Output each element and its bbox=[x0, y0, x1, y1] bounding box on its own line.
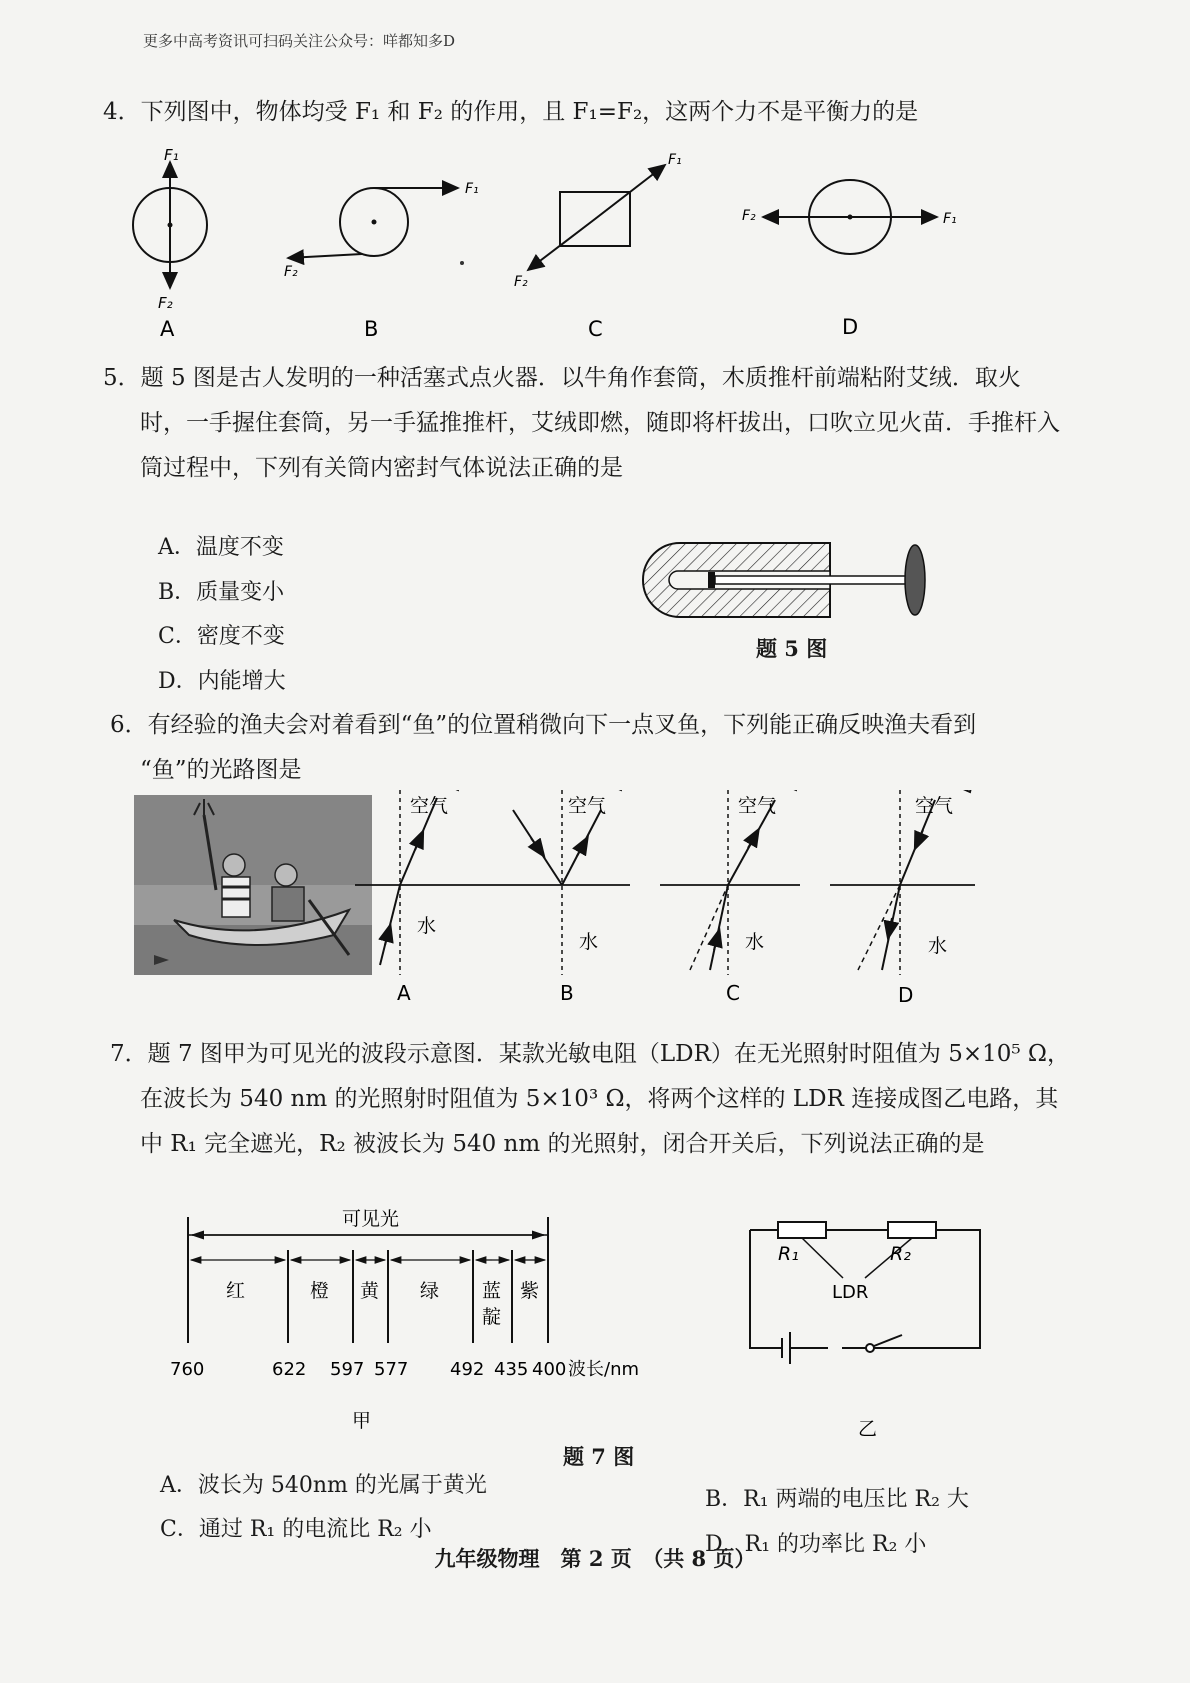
q6-choice-d: D bbox=[898, 983, 914, 1005]
q7-option-c: C．通过 R₁ 的电流比 R₂ 小 bbox=[160, 1517, 432, 1542]
spectrum-sub-label: 甲 bbox=[352, 1410, 372, 1430]
q5-fire-piston-figure bbox=[630, 535, 950, 635]
q7-stem-line3: 中 R₁ 完全遮光，R₂ 被波长为 540 nm 的光照射，闭合开关后，下列说法正确的是 bbox=[140, 1131, 985, 1157]
q5-stem-line1: 5．题 5 图是古人发明的一种活塞式点火器．以牛角作套筒，木质推杆前端粘附艾绒．取火 bbox=[103, 365, 1021, 391]
q6-choice-c: C bbox=[726, 981, 740, 1005]
q6b-air-label: 空气 bbox=[568, 795, 607, 817]
q4-figure-b bbox=[284, 181, 479, 341]
q4-figures bbox=[100, 140, 1020, 350]
q5-stem-line2: 时，一手握住套筒，另一手猛推推杆，艾绒即燃，随即将杆拔出，口吹立见火苗．手推杆入 bbox=[140, 410, 1060, 436]
q6-stem-line1: 6．有经验的渔夫会对着看到“鱼”的位置稍微向下一点叉鱼，下列能正确反映渔夫看到 bbox=[110, 712, 977, 738]
q7-stem-line2: 在波长为 540 nm 的光照射时阻值为 5×10³ Ω，将两个这样的 LDR 连接成图乙电路，其 bbox=[140, 1086, 1059, 1112]
q6-diagram-a bbox=[355, 790, 495, 1005]
q4-stem: 4．下列图中，物体均受 F₁ 和 F₂ 的作用，且 F₁=F₂，这两个力不是平衡力的是 bbox=[103, 99, 919, 125]
q7-circuit-figure bbox=[740, 1220, 1000, 1440]
q4-choice-c: C bbox=[588, 317, 603, 341]
q6a-water-label: 水 bbox=[417, 915, 437, 937]
q4d-f1-label: F₁ bbox=[943, 211, 957, 227]
q6-choice-a: A bbox=[397, 981, 411, 1005]
q4-figure-d bbox=[742, 180, 957, 339]
q6-fisherman-illustration bbox=[134, 795, 372, 975]
resistor-r1 bbox=[778, 1222, 826, 1238]
q7-spectrum-figure bbox=[160, 1205, 700, 1430]
tick-435: 435 bbox=[494, 1359, 529, 1380]
q4-choice-b: B bbox=[364, 317, 379, 341]
circuit-r2-label: R₂ bbox=[890, 1243, 911, 1265]
q4-choice-a: A bbox=[160, 317, 175, 341]
q6-choice-b: B bbox=[560, 981, 574, 1005]
q6c-air-label: 空气 bbox=[738, 795, 777, 817]
circuit-sub-label: 乙 bbox=[858, 1418, 878, 1440]
q7-figure-caption: 题 7 图 bbox=[563, 1444, 635, 1469]
page-header-note: 更多中高考资讯可扫码关注公众号：咩都知多D bbox=[143, 32, 456, 50]
tick-400: 400 bbox=[532, 1359, 567, 1380]
page-footer: 九年级物理 第 2 页 （共 8 页） bbox=[434, 1546, 756, 1571]
band-orange: 橙 bbox=[310, 1280, 330, 1302]
q6c-water-label: 水 bbox=[745, 931, 765, 953]
q7-option-a: A．波长为 540nm 的光属于黄光 bbox=[160, 1473, 487, 1498]
q5-option-b: B．质量变小 bbox=[158, 580, 285, 605]
band-green: 绿 bbox=[420, 1280, 440, 1302]
q4c-f1-label: F₁ bbox=[668, 152, 682, 168]
band-red: 红 bbox=[226, 1280, 246, 1302]
q4a-f1-label: F₁ bbox=[164, 146, 179, 164]
q6d-water-label: 水 bbox=[928, 935, 948, 957]
circuit-r1-label: R₁ bbox=[778, 1243, 799, 1265]
band-indigo: 靛 bbox=[482, 1306, 502, 1328]
q4-choice-d: D bbox=[842, 315, 859, 339]
spectrum-title: 可见光 bbox=[342, 1208, 400, 1230]
q6b-water-label: 水 bbox=[579, 931, 599, 953]
q6-diagram-b bbox=[495, 790, 630, 1005]
tick-492: 492 bbox=[450, 1359, 485, 1380]
resistor-r2 bbox=[888, 1222, 936, 1238]
q5-option-c: C．密度不变 bbox=[158, 624, 285, 649]
q5-option-a: A．温度不变 bbox=[158, 535, 284, 560]
q7-option-d: D．R₁ 的功率比 R₂ 小 bbox=[705, 1532, 927, 1557]
q7-stem-line1: 7．题 7 图甲为可见光的波段示意图．某款光敏电阻（LDR）在无光照射时阻值为 5×10⁵ Ω， bbox=[110, 1041, 1071, 1067]
q4-figure-a bbox=[133, 146, 207, 341]
q4-figure-c bbox=[514, 152, 682, 341]
q7-option-b: B．R₁ 两端的电压比 R₂ 大 bbox=[705, 1487, 969, 1512]
q6-diagram-d bbox=[830, 790, 975, 1005]
band-violet: 紫 bbox=[520, 1280, 540, 1302]
spectrum-axis-label: 波长/nm bbox=[568, 1359, 640, 1380]
q6-light-path-diagrams bbox=[355, 790, 1065, 1005]
q5-figure-caption: 题 5 图 bbox=[756, 636, 828, 661]
q6-stem-line2: “鱼”的光路图是 bbox=[140, 757, 302, 783]
q5-option-d: D．内能增大 bbox=[158, 669, 286, 694]
q4c-f2-label: F₂ bbox=[514, 274, 528, 290]
circuit-ldr-label: LDR bbox=[832, 1282, 869, 1303]
q6d-air-label: 空气 bbox=[915, 795, 954, 817]
tick-597: 597 bbox=[330, 1359, 365, 1380]
band-blue: 蓝 bbox=[482, 1280, 502, 1302]
q6-diagram-c bbox=[660, 790, 800, 1005]
q6a-air-label: 空气 bbox=[410, 795, 449, 817]
q4a-f2-label: F₂ bbox=[158, 294, 173, 312]
q4d-f2-label: F₂ bbox=[742, 208, 756, 224]
q5-stem-line3: 筒过程中，下列有关筒内密封气体说法正确的是 bbox=[140, 455, 623, 481]
tick-577: 577 bbox=[374, 1359, 409, 1380]
tick-622: 622 bbox=[272, 1359, 307, 1380]
band-yellow: 黄 bbox=[360, 1280, 380, 1302]
q4b-f1-label: F₁ bbox=[465, 181, 479, 197]
tick-760: 760 bbox=[170, 1359, 205, 1380]
q4b-f2-label: F₂ bbox=[284, 264, 298, 280]
